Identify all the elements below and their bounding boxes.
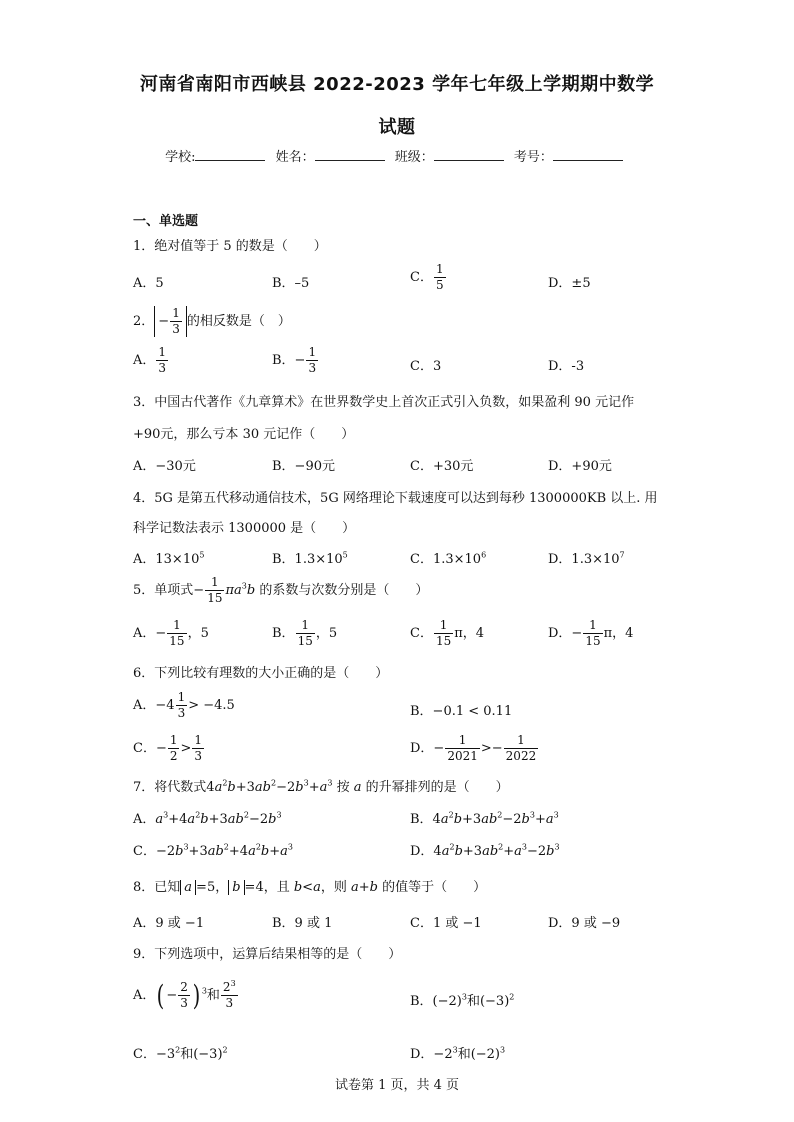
page-title-line2: 试题 [378, 117, 416, 138]
q1-option-a: A．5 [133, 276, 164, 291]
q8-option-d: D．9 或 −9 [548, 916, 621, 931]
question-2: 2． − $\frac{1}{3}$ 的相反数是（ ） [133, 306, 291, 336]
q6-option-c: C．− $\frac{1}{2}$ > $\frac{1}{3}$ [133, 733, 203, 763]
q2-option-b: B．− $\frac{1}{3}$ [272, 345, 317, 375]
q6-option-d: D．− $\frac{1}{2021}$ >− $\frac{1}{2022}$ [410, 733, 537, 763]
section-heading: 一、单选题 [133, 214, 199, 229]
question-4-line2: 科学记数法表示 1300000 是（ ） [133, 521, 356, 536]
page-footer: 试卷第 1 页，共 4 页 [334, 1078, 460, 1093]
class-label: 班级： [394, 150, 434, 165]
q2-option-d: D．-3 [548, 359, 585, 374]
question-6: 6．下列比较有理数的大小正确的是（ ） [133, 666, 389, 681]
q9-option-c: C．$-3^2$和$(-3)^2$ [133, 1045, 228, 1062]
q3-option-b: B．−90元 [272, 459, 335, 474]
class-blank[interactable] [434, 148, 504, 161]
q9-option-b: B．$(-2)^3$和$(-3)^2$ [410, 992, 515, 1009]
q2-option-c: C．3 [410, 359, 442, 374]
student-info-row [0, 146, 794, 165]
question-7: 7．将代数式$4a^2b+3ab^2-2b^3+a^3$ 按 a 的升幂排列的是（ ） [133, 778, 509, 795]
q1-option-c: C． $\frac{1}{5}$ [410, 262, 444, 292]
id-blank[interactable] [553, 148, 623, 161]
q7-option-d: D．$4a^2b+3ab^2+a^3-2b^3$ [410, 842, 560, 859]
q3-option-c: C．+30元 [410, 459, 474, 474]
school-blank[interactable] [195, 148, 265, 161]
q1-option-d: D．±5 [548, 276, 591, 291]
id-label: 考号： [513, 150, 553, 165]
q5-option-a: A．− $\frac{1}{15}$ ，5 [133, 618, 209, 648]
q5-option-b: B． $\frac{1}{15}$ ，5 [272, 618, 338, 648]
q4-option-d: D．$1.3\times 10^7$ [548, 550, 625, 567]
q8-option-b: B．9 或 1 [272, 916, 333, 931]
q4-option-c: C．$1.3\times 10^6$ [410, 550, 487, 567]
q6-option-b: B．−0.1 < 0.11 [410, 704, 513, 719]
question-8: 8．已知 a =5， b =4，且 b<a，则 a+b 的值等于（ ） [133, 880, 487, 895]
q3-option-a: A．−30元 [133, 459, 196, 474]
name-blank[interactable] [315, 148, 385, 161]
question-4-line1: 4．5G 是第五代移动通信技术，5G 网络理论下载速度可以达到每秒 1300000KB 以上. 用 [133, 491, 658, 506]
q7-option-c: C．$-2b^3+3ab^2+4a^2b+a^3$ [133, 842, 294, 859]
q8-option-c: C．1 或 −1 [410, 916, 482, 931]
q4-option-a: A．$13\times 10^5$ [133, 550, 205, 567]
q5-option-d: D．− $\frac{1}{15}$ π，4 [548, 618, 634, 648]
question-9: 9．下列选项中，运算后结果相等的是（ ） [133, 947, 402, 962]
q6-option-a: A．−4 $\frac{1}{3}$ > −4.5 [133, 690, 235, 720]
question-3-line2: +90元，那么亏本 30 元记作（ ） [133, 427, 355, 442]
q4-option-b: B．$1.3\times 10^5$ [272, 550, 348, 567]
name-label: 姓名： [275, 150, 315, 165]
q1-option-b: B．–5 [272, 276, 310, 291]
q2-option-a: A． $\frac{1}{3}$ [133, 345, 167, 375]
question-1: 1．绝对值等于 5 的数是（ ） [133, 239, 327, 254]
q9-option-a: A．( − $\frac{2}{3}$ ) $^3$和 $\frac{2^3}{3}$ [133, 978, 236, 1012]
question-5: 5．单项式− $\frac{1}{15}$ $\pi a^3b$ 的系数与次数分别是（ ） [133, 575, 429, 605]
q7-option-b: B．$4a^2b+3ab^2-2b^3+a^3$ [410, 810, 559, 827]
question-3-line1: 3．中国古代著作《九章算术》在世界数学史上首次正式引入负数，如果盈利 90 元记作 [133, 395, 635, 410]
q3-option-d: D．+90元 [548, 459, 612, 474]
q9-option-d: D．$-2^3$和$(-2)^3$ [410, 1045, 506, 1062]
q8-option-a: A．9 或 −1 [133, 916, 205, 931]
school-label: 学校: [165, 150, 196, 165]
q7-option-a: A．$a^3+4a^2b+3ab^2-2b^3$ [133, 810, 282, 827]
page-title: 河南省南阳市西峡县 2022-2023 学年七年级上学期期中数学 [139, 74, 655, 95]
q5-option-c: C． $\frac{1}{15}$ π，4 [410, 618, 485, 648]
